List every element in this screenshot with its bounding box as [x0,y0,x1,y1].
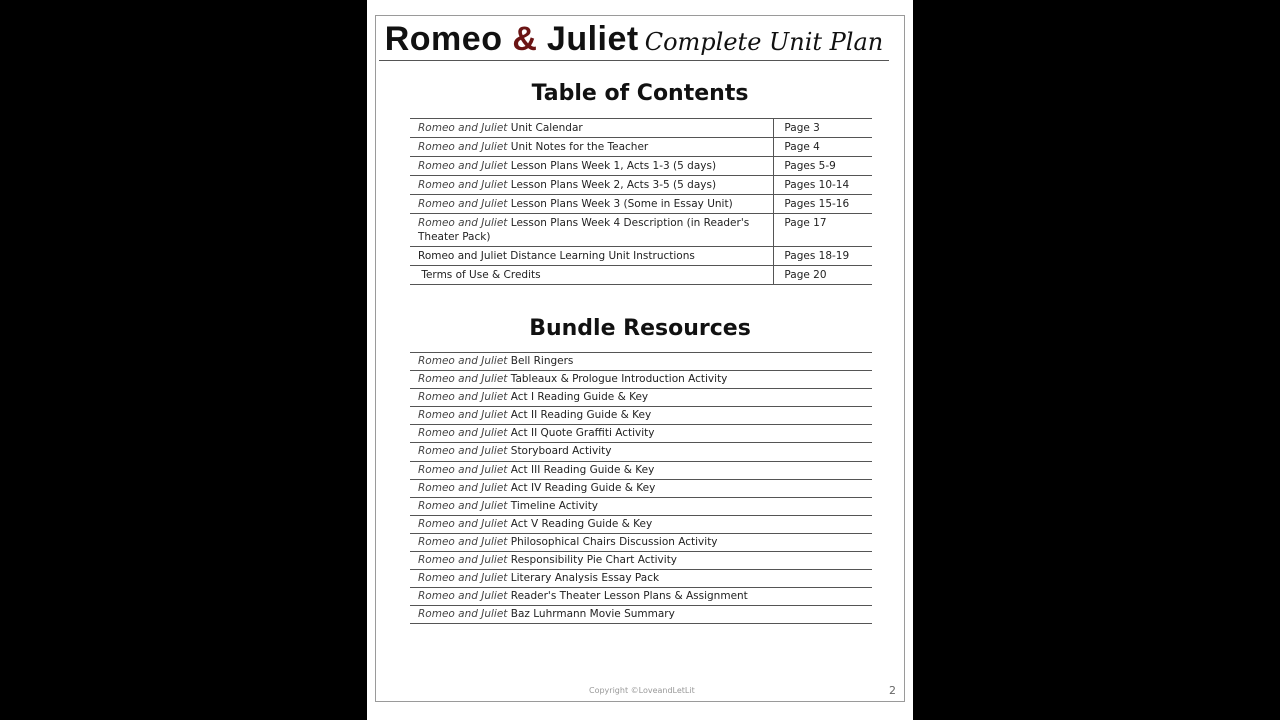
bundle-item-text: Philosophical Chairs Discussion Activity [507,535,718,548]
toc-entry-title [410,195,774,214]
toc-entry-text: Romeo and Juliet Distance Learning Unit Instructions [418,250,695,262]
toc-entry-page: Pages 10-14 [774,176,872,195]
toc-entry-italic: Romeo and Juliet [418,198,508,210]
toc-entry-italic: Romeo and Juliet [418,160,508,172]
bundle-item-italic: Romeo and Juliet [418,535,508,548]
toc-heading: Table of Contents [531,81,749,106]
bundle-item-italic: Romeo and Juliet [418,409,508,422]
bundle-item-text: Baz Luhrmann Movie Summary [507,608,675,621]
title-romeo: Romeo [384,20,513,58]
toc-row [410,266,872,285]
bundle-item-text: Literary Analysis Essay Pack [507,572,660,585]
bundle-item-italic: Romeo and Juliet [418,463,508,476]
bundle-item [410,570,872,588]
bundle-item [410,443,872,461]
title-subtitle: Complete Unit Plan [644,28,884,56]
bundle-list [410,352,872,624]
toc-entry-title [410,266,774,285]
bundle-item [410,371,872,389]
bundle-item-text: Act II Quote Graffiti Activity [507,427,655,440]
title-ampersand: & [512,20,537,58]
bundle-item-text: Act I Reading Guide & Key [507,391,649,404]
bundle-item [410,534,872,552]
toc-entry-text: Lesson Plans Week 3 (Some in Essay Unit) [507,198,733,210]
toc-entry-title [410,214,774,247]
toc-row [410,176,872,195]
toc-row [410,157,872,176]
title-juliet: Juliet [536,20,639,58]
bundle-item-italic: Romeo and Juliet [418,355,508,367]
toc-entry-italic: Romeo and Juliet [418,179,508,191]
bundle-item-italic: Romeo and Juliet [418,608,508,621]
toc-entry-title [410,176,774,195]
bundle-item [410,353,872,371]
bundle-item-italic: Romeo and Juliet [418,481,508,494]
bundle-item-text: Tableaux & Prologue Introduction Activity [507,373,728,386]
toc-entry-title [410,138,774,157]
bundle-item-italic: Romeo and Juliet [418,590,508,603]
toc-entry-page: Pages 18-19 [774,247,872,266]
toc-entry-page: Page 4 [774,138,872,157]
toc-row [410,214,872,247]
toc-entry-page: Pages 15-16 [774,195,872,214]
bundle-item-text: Timeline Activity [507,499,599,512]
bundle-item [410,407,872,425]
document-title [379,20,889,61]
bundle-item-italic: Romeo and Juliet [418,517,508,530]
toc-entry-text: Unit Notes for the Teacher [507,141,649,153]
toc-entry-text: Lesson Plans Week 1, Acts 1-3 (5 days) [507,160,717,172]
bundle-item-text: Act V Reading Guide & Key [507,517,653,530]
toc-entry-title [410,247,774,266]
document-page [367,0,913,720]
bundle-item-italic: Romeo and Juliet [418,445,508,458]
toc-entry-italic: Romeo and Juliet [418,217,508,229]
bundle-item-text: Act III Reading Guide & Key [507,463,655,476]
toc-entry-page: Page 3 [774,119,872,138]
bundle-item [410,480,872,498]
bundle-item [410,389,872,407]
toc-entry-italic: Romeo and Juliet [418,141,508,153]
toc-entry-text: Lesson Plans Week 4 Description (in Reader's Theater Pack) [418,217,753,243]
bundle-item-text: Bell Ringers [507,355,574,367]
bundle-item-text: Act II Reading Guide & Key [507,409,652,422]
toc-row [410,247,872,266]
bundle-item-italic: Romeo and Juliet [418,373,508,386]
toc-row [410,119,872,138]
toc-entry-text: Lesson Plans Week 2, Acts 3-5 (5 days) [507,179,717,191]
bundle-item [410,606,872,624]
toc-entry-page: Page 17 [774,214,872,247]
bundle-item-text: Reader's Theater Lesson Plans & Assignment [507,590,748,603]
bundle-item [410,588,872,606]
bundle-item-italic: Romeo and Juliet [418,554,508,567]
bundle-item-italic: Romeo and Juliet [418,427,508,440]
toc-row [410,195,872,214]
bundle-item-text: Responsibility Pie Chart Activity [507,554,678,567]
bundle-item [410,516,872,534]
bundle-item [410,552,872,570]
bundle-item [410,462,872,480]
toc-row [410,138,872,157]
toc-entry-title [410,157,774,176]
bundle-item-text: Storyboard Activity [507,445,612,458]
bundle-item-italic: Romeo and Juliet [418,391,508,404]
toc-entry-title [410,119,774,138]
page-number: 2 [889,684,896,697]
toc-entry-page: Pages 5-9 [774,157,872,176]
bundle-item [410,498,872,516]
toc-entry-page: Page 20 [774,266,872,285]
toc-entry-text: Terms of Use & Credits [418,269,541,281]
bundle-item-text: Act IV Reading Guide & Key [507,481,656,494]
toc-entry-text: Unit Calendar [507,122,583,134]
bundle-item-italic: Romeo and Juliet [418,572,508,585]
bundle-item-italic: Romeo and Juliet [418,499,508,512]
toc-entry-italic: Romeo and Juliet [418,122,508,134]
bundle-item [410,425,872,443]
toc-table [410,118,872,285]
bundle-heading: Bundle Resources [529,316,751,341]
footer-copyright: Copyright ©LoveandLetLit [589,686,695,695]
